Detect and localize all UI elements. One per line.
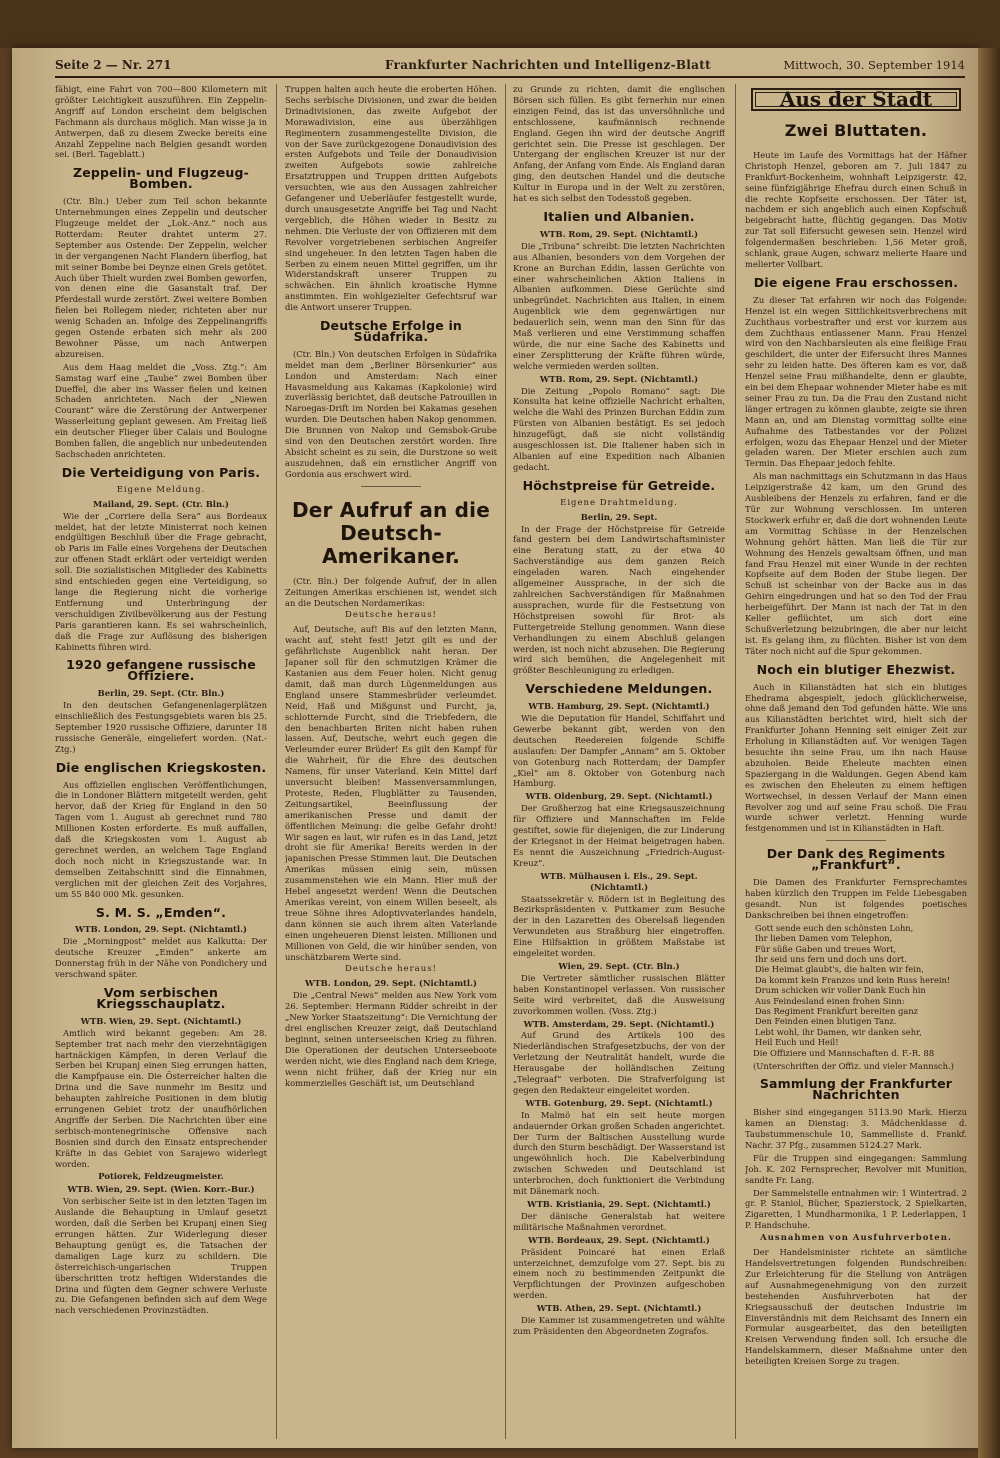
poem-line: Die Heimat glaubt's, die halten wir fein, <box>755 964 924 975</box>
article-text: Die „Morningpost“ meldet aus Kalkutta: Der deutsche Kreuzer „Emden“ ankerte am Donnerstag früh in der Nähe von Pondichery und verschwand später. <box>55 936 267 980</box>
poem-line: Aus Feindesland einen frohen Sinn: <box>755 995 905 1006</box>
article-text: Zu dieser Tat erfahren wir noch das Folgende: Henzel ist ein wegen Sittlichkeitsverbrechens mit Zuchthaus vorbestrafter und erst vor kurzem aus dem Zuchthaus entlassener Mann. Frau Henzel wird von den Nachbarsleuten als eine fleißige Frau geschildert, die unter der Eifersucht ihres Mannes sehr zu leiden hatte. Des öfteren kam es vor, daß Henzel seine Frau mißhandelte, denn er glaubte, ein bei dem Ehepaar wohnender Mieter habe es mit seiner Frau zu tun. Da die Frau den Zustand nicht länger ertragen zu können glaubte, zeigte sie ihren Mann an, und am Dienstag vormittag sollte eine Aufnahme des Tatbestandes vor der Polizei erfolgen, wozu das Ehepaar Henzel und der Mieter geladen waren. Der Mieter erschien auch zum Termin. Das Ehepaar jedoch fehlte. <box>745 294 967 469</box>
article-text: Auf, Deutsche, auf! Bis auf den letzten Mann, wacht auf, steht fest! Jetzt gilt es und der gefährlichste Augenblick naht heran. Der Japaner soll für den schmutzigen Krämer die Kastanien aus dem Feuer holen. Nicht genug damit, daß man durch Lügenmeldungen aus England unsere Stammesbrüder verleumdet. Neid, Haß und Mißgunst und Furcht, ja, schlotternde Furcht, sind die Triebfedern, die den benachbarten Briten nicht haben ruhen lassen. Auf, Deutsche, wehrt euch gegen die Verleumder eurer Brüder! Es gilt den Kampf für die Wahrheit, für die Ehre des deutschen Namens, für unser Vaterland. Kein Mittel darf unversucht bleiben! Massenversammlungen, Proteste, Reden, Flugblätter zu Tausenden, Zeitungsartikel, Beeinflussung der amerikanischen Presse und damit der öffentlichen Meinung: die gelbe Gefahr droht! Wir sagen es laut, wir rufen es in das Land, jetzt droht sie für Amerika! Bereits werden in der japanischen Presse Stimmen laut. Die Deutschen Amerikas müssen einig sein, müssen zusammenstehen wie ein Mann. Hier muß der Hebel angesetzt werden! Wenn die Deutschen Amerikas vereint, von einem Willen beseelt, als treue Söhne ihres Adoptivvaterlandes handeln, dann können sie auch ihrem alten Vaterlande einen ungeheueren Dienst leisten. Millionen und Millionen von Geld, die wir hinüber senden, von unschätzbarem Werte sind. <box>285 624 497 962</box>
dateline: WTB. London, 29. Sept. (Nichtamtl.) <box>305 978 477 989</box>
poem-line: Drum schicken wir voller Dank Euch hin <box>755 985 926 996</box>
article-text: (Unterschriften der Offiz. und vieler Mannsch.) <box>753 1060 954 1071</box>
article-headline: Der Aufruf an die Deutsch-Amerikaner. <box>291 497 490 568</box>
poem-line: Das Regiment Frankfurt bereiten ganz <box>755 1005 919 1016</box>
article-text: (Ctr. Bln.) Ueber zum Teil schon bekannte Unternehmungen eines Zeppelin und deutscher Flugzeuge meldet der „Lok.-Anz.“ noch aus Rotterdam: Reuter drahtet unterm 27. September aus Ostende: Der Zeppelin, welcher in der vergangenen Nacht Flandern überflog, hat mit seiner Bombe bei Deynze einen Greis getötet. Auch über Thielt wurden zwei Bomben geworfen, von denen eine die Gasanstalt traf. Der Pferdestall wurde zerstört. Zwei weitere Bomben fielen bei Rollegem nieder, richteten aber nur wenig Schaden an. Infolge des Zeppelinangriffs gegen Ostende erbaten sich mehr als 200 Bewohner Pässe, um nach Antwerpen abzureisen. <box>55 196 267 359</box>
article-text: Präsident Poincaré hat einen Erlaß unterzeichnet, demzufolge vom 27. Sept. bis zu einem noch zu bestimmenden Zeitpunkt die Verpflichtungen der Provinzen aufgeschoben werden. <box>513 1246 725 1301</box>
poem-line: Ihr seid uns fern und doch uns dort. <box>755 953 907 964</box>
article-headline: Höchstpreise für Getreide. <box>522 477 716 493</box>
article-text: (Ctr. Bln.) Von deutschen Erfolgen in Südafrika meldet man dem „Berliner Börsenkurier“ aus London und Amsterdam: Nach einer Havasmeldung aus Kakamas (Kapkolonie) wird zuverlässig berichtet, daß deutsche Patrouillen in Naroegas-Drift im Norden bei Kakamas gesehen wurden. Die Deutschen haben Nakop genommen. Die Brunnen von Nakop und Gemsbok-Grube sind von den Deutschen zerstört worden. Ihre Absicht scheint es zu sein, die Durstzone so weit auszudehnen, daß ein ernstlicher Angriff von Gordonia aus erschwert wird. <box>285 348 497 479</box>
article-text: Die „Tribuna“ schreibt: Die letzten Nachrichten aus Albanien, besonders von dem Vorgehen der Krone an Burchan Eddin, lassen Gerüchte von einer wahrscheinlichen Aktion Italiens in Albanien aufkommen. Diese Gerüchte sind unbegründet. Nachrichten aus Italien, in einem Augenblick wie dem gegenwärtigen nur bedauerlich sein, wenn man den Sinn für das Maß verlieren und eine Verstimmung schaffen würde, die nur eine Sache des Kabinetts und einer Zersplitterung der Kräfte führen würde, welche vermieden werden sollten. <box>513 240 725 371</box>
signature: Potiorek, Feldzeugmeister. <box>98 1171 224 1182</box>
article-text: zu Grunde zu richten, damit die englischen Börsen sich füllen. Es gibt fernerhin nur einen einzigen Feind, das ist das unversöhnliche und entschlossene, kaufmännisch rechnende England. Gegen ihn wird der deutsche Angriff gerichtet sein. Die Presse ist geschlagen. Der Untergang der englischen Kreuzer ist nur der Anfang, der Anfang vom Ende. Als England daran ging, den deutschen Handel und die deutsche Kultur in Europa und in der Welt zu zerstören, hat es sich selbst den Todesstoß gegeben. <box>513 84 725 204</box>
article-headline: Ausnahmen von Ausfuhrverboten. <box>760 1233 952 1244</box>
article-subline: Eigene Drahtmeldung. <box>560 497 678 508</box>
article-text: Amtlich wird bekannt gegeben: Am 28. September trat nach mehr den vierzehntägigen hartnäckigen Kämpfen, in deren Verlauf die Serben bei Krupanj einen Sieg errungen hatten, die Kampfpause ein. Die Österreicher halten die Drina und die Save nunmehr im Besitz und behaupten zahlreiche Positionen in dem blutig errungenen Gebiet trotz der unaufhörlichen Angriffe der Serben. Die Nachrichten über eine serbisch-montenegrinische Offensive nach Bosnien sind durch den Einsatz entsprechender Kräfte in das Gebiet von Sarajewo widerlegt worden. <box>55 1027 267 1169</box>
page-number: Seite 2 — Nr. 271 <box>55 58 172 72</box>
article-headline: Der Dank des Regiments „Frankfurt“. <box>766 846 946 873</box>
dateline: WTB. Rom, 29. Sept. (Nichtamtl.) <box>539 228 699 239</box>
column-2 <box>285 84 497 1444</box>
article-headline: Italien und Albanien. <box>543 208 695 224</box>
article-text: Die Damen des Frankfurter Fernsprechamtes haben kürzlich den Truppen im Felde Liebesgaben gesandt. Nun ist folgendes poetisches Dankschreiben bei ihnen eingetroffen: <box>745 877 967 920</box>
dateline: Wien, 29. Sept. (Ctr. Bln.) <box>558 960 680 971</box>
article-text: Die Zeitung „Popolo Romano“ sagt: Die Konsulta hat keine offizielle Nachricht erhalten, welche die Wahl des Prinzen Burchan Eddin zum Fürsten von Albanien bestätigt. Es sei jedoch hinzugefügt, daß sie nicht vollständig ausgeschlossen ist. Die Italiener haben sich in Albanien auf eine Expedition nach Albanien gedacht. <box>513 385 725 472</box>
column-rule <box>276 84 277 1439</box>
article-text: Aus dem Haag meldet die „Voss. Ztg.“: Am Samstag warf eine „Taube“ zwei Bomben über Dueffel, die aber ins Wasser fielen und keinen Schaden anrichteten. Nach der „Niewen Courant“ wäre die Zerstörung der Antwerpener Wasserleitung geplant gewesen. Am Freitag ließ ein deutscher Flieger über Calais und Boulogne Bomben fallen, die angeblich nur unbedeutenden Sachschaden anrichteten. <box>55 361 267 459</box>
poem-line: Den Feinden einen blutigen Tanz. <box>755 1016 897 1027</box>
divider <box>361 486 421 487</box>
masthead <box>55 56 965 78</box>
article-text: In der Frage der Höchstpreise für Getreide fand gestern bei dem Landwirtschaftsminister eine Beratung statt, zu der etwa 40 Sachverständige aus dem ganzen Reich eingeladen waren. Nach eingehender allgemeiner Aussprache, in der sich die zahlreichen Sachverständigen für Maßnahmen aussprachen, wurde für die Festsetzung von Höchstpreisen sowohl für Brot- als Futtergetreide Stellung genommen. Wann diese Verhandlungen zu einem Abschluß gelangen werden, ist noch nicht abzusehen. Die Regierung wird sich bemühen, die Angelegenheit mit größter Beschleunigung zu erledigen. <box>513 523 725 676</box>
column-1 <box>55 84 267 1444</box>
article-subline: Deutsche heraus! <box>345 610 437 621</box>
divider <box>826 840 886 841</box>
article-text: fähigt, eine Fahrt von 700—800 Kilometern mit größter Leichtigkeit auszuführen. Ein Zeppelin-Angriff auf London erscheint dem belgischen Fachmann als durchaus möglich. Man wisse ja in Antwerpen, daß zu diesem Zwecke bereits eine Anzahl Zeppeline nach Belgien gesandt worden sei. (Berl. Tageblatt.) <box>55 84 267 160</box>
newspaper-title: Frankfurter Nachrichten und Intelligenz-Blatt <box>385 58 711 72</box>
poem-line: Ihr lieben Damen vom Telephon, <box>755 933 893 944</box>
article-headline: Deutsche Erfolge in Südafrika. <box>319 318 463 344</box>
article-text: (Ctr. Bln.) Der folgende Aufruf, der in allen Zeitungen Amerikas erschienen ist, wendet sich an die Deutschen Nordamerikas: <box>285 575 497 608</box>
article-headline: Zeppelin- und Flugzeug-Bomben. <box>72 165 250 192</box>
article-text: Die Vertreter sämtlicher russischen Blätter haben Konstantinopel verlassen. Von russischer Seite wird verbreitet, daß die Ausweisung zuvorkommen wollen. (Voss. Ztg.) <box>513 972 725 1016</box>
poem-line: Für süße Gaben und treues Wort, <box>755 943 897 954</box>
article-headline: Sammlung der Frankfurter Nachrichten <box>759 1076 953 1103</box>
article-headline: Verschiedene Meldungen. <box>525 681 713 697</box>
poem-line: Heil Euch und Heil! <box>755 1037 839 1048</box>
column-rule <box>735 84 736 1439</box>
section-banner: Aus der Stadt <box>751 88 961 111</box>
article-text: Wie die Deputation für Handel, Schiffahrt und Gewerbe bekannt gibt, werden von den deutschen Reedereien folgende Schiffe auslaufen: Der Dampfer „Annam“ am 5. Oktober von Gotenburg nach Rotterdam; der Dampfer „Kiel“ am 8. Oktober von Gotenburg nach Hamburg. <box>513 713 725 789</box>
issue-date: Mittwoch, 30. September 1914 <box>783 58 965 72</box>
article-text: Aus offiziellen englischen Veröffentlichungen, die in Londoner Blättern mitgeteilt werden, geht hervor, daß der Krieg für England in den 50 Tagen vom 1. August ab gerechnet rund 780 Millionen Kosten erforderte. Es muß auffallen, daß die Kriegskosten vom 1. August ab gerechnet werden, an welchem Tage England doch noch nicht in Kriegszustande war. In demselben Zeitabschnitt sind die Einnahmen, verglichen mit der gleichen Zeit des Vorjahres, um 55 840 000 Mk. gesunken. <box>55 779 267 899</box>
article-headline: Noch ein blutiger Ehezwist. <box>756 661 956 677</box>
article-text: Auch in Kilianstädten hat sich ein blutiges Ehedrama abgespielt, jedoch glücklicherweise, ohne daß jemand den Tod gefunden hätte. Wie uns aus Kilianstädten berichtet wird, hielt sich der Frankfurter Johann Henning seit einiger Zeit zur Erholung in Kilianstädten auf. Vor wenigen Tagen besuchte ihn seine Frau, um ihn nach Hause abzuholen. Beide Eheleute machten einen Spaziergang in die Waldungen. Gegen Abend kam es zwischen den Eheleuten zu einem heftigen Wortwechsel, in dessen Verlauf der Mann einen Revolver zog und auf seine Frau schoß. Die Frau wurde schwer verletzt. Henning wurde festgenommen und ist in Kilianstädten in Haft. <box>745 681 967 834</box>
dateline: WTB. Wien, 29. Sept. (Nichtamtl.) <box>80 1015 242 1026</box>
article-headline: Zwei Bluttaten. <box>784 120 928 140</box>
article-headline: Die eigene Frau erschossen. <box>753 274 959 290</box>
dateline: Berlin, 29. Sept. <box>580 511 658 522</box>
article-subline: Eigene Meldung. <box>116 484 206 495</box>
article-subline: Deutsche heraus! <box>345 964 437 975</box>
dateline: WTB. Rom, 29. Sept. (Nichtamtl.) <box>539 373 699 384</box>
article-headline: Die englischen Kriegskosten. <box>55 759 267 775</box>
dateline: WTB. Bordeaux, 29. Sept. (Nichtamtl.) <box>528 1234 710 1245</box>
article-text: Als man nachmittags ein Schutzmann in das Haus Leipzigerstraße 42 kam, um den Grund des Ausbleibens der Henzels zu erfahren, fand er die Tür zur Wohnung verschlossen. Im unteren Stockwerk erfuhr er, daß die dort wohnenden Leute am Vormittag Schüsse in der Henzelschen Wohnung gehört hätten. Man ließ die Tür zur Wohnung des Henzels gewaltsam öffnen, und man fand Frau Henzel mit einer Wunde in der rechten Kopfseite auf dem Boden der Stube liegen. Der Schuß ist scheinbar von der Backe aus in das Gehirn eingedrungen und hat so den Tod der Frau herbeigeführt. Der Mann ist nach der Tat in den Keller geflüchtet, um sich dort eine Schußverletzung beizubringen, die aber nur leicht ist. Es gelang ihm, zu flüchten. Bisher ist von dem Täter noch nicht auf die Spur gekommen. <box>745 471 967 656</box>
dateline: WTB. Kristiania, 29. Sept. (Nichtamtl.) <box>527 1199 711 1209</box>
dateline: WTB. Amsterdam, 29. Sept. (Nichtamtl.) <box>523 1018 715 1029</box>
article-text: Die Offiziere und Mannschaften d. F.-R. 88 <box>753 1047 935 1058</box>
article-text: In Malmö hat ein seit heute morgen andauernder Orkan großen Schaden angerichtet. Der Turm der Baltischen Ausstellung wurde durch den Sturm beschädigt. Der Wasserstand ist ungewöhnlich hoch. Die Kabelverbindung zwischen Schweden und Deutschland ist unterbrochen, doch funktioniert die Verbindung mit Dänemark noch. <box>513 1109 725 1197</box>
dateline: WTB. Gotenburg, 29. Sept. (Nichtamtl.) <box>525 1097 713 1108</box>
article-headline: S. M. S. „Emden“. <box>95 904 227 920</box>
dateline: WTB. Athen, 29. Sept. (Nichtamtl.) <box>536 1303 702 1314</box>
article-text: Staatssekretär v. Rödern ist in Begleitung des Bezirkspräsidenten v. Puttkamer zum Besuche der in den Lazaretten des Oberelsaß liegenden Verwundeten aus Straßburg hier eingetroffen. Eine Hilfsaktion in größtem Maßstabe ist eingeleitet worden. <box>513 893 725 959</box>
article-headline: 1920 gefangene russische Offiziere. <box>66 657 256 684</box>
article-text: Der dänische Generalstab hat weitere militärische Maßnahmen verordnet. <box>513 1210 725 1232</box>
column-rule <box>505 84 506 1439</box>
article-text: Der Sammelstelle entnahmen wir: 1 Wintertrad. 2 gr. P. Staniol, Bücher, Spazierstock, 2 Spielkarten, Zigaretten, 1 Mundharmonika, 1 P. Lederlappen, 1 P. Handschuhe. <box>745 1187 967 1231</box>
article-text: Die Kammer ist zusammengetreten und wählte zum Präsidenten den Abgeordneten Zografos. <box>513 1315 725 1336</box>
article-headline: Vom serbischen Kriegsschauplatz. <box>96 984 226 1011</box>
column-3 <box>513 84 725 1444</box>
poem <box>745 923 967 1048</box>
article-text: Von serbischer Seite ist in den letzten Tagen im Auslande die Behauptung in Umlauf gesetzt worden, daß die Serben bei Krupanj einen Sieg errungen hätten. Zur Widerlegung dieser Behauptung genügt es, die Tatsachen der damaligen Lage kurz zu schildern. Die österreichisch-ungarischen Truppen überschritten trotz heftigen Widerstandes die Drina und fügten dem Gegner schwere Verluste zu. Die Gefangenen befinden sich auf dem Wege nach verschiedenen Provinzstädten. <box>55 1196 267 1316</box>
dateline: WTB. Hamburg, 29. Sept. (Nichtamtl.) <box>528 701 710 712</box>
article-text: Bisher sind eingegangen 5113.90 Mark. Hierzu kamen an Dienstag: 3. Mädchenklasse d. Taubstummenschule 10, Sammelliste d. Frankf. Nachr. 37 Pfg., zusammen 5124.27 Mark. <box>745 1107 967 1150</box>
dateline: Mailand, 29. Sept. (Ctr. Bln.) <box>93 498 229 509</box>
dateline: WTB. Oldenburg, 29. Sept. (Nichtamtl.) <box>525 791 713 802</box>
article-text: Truppen halten auch heute die eroberten Höhen. Sechs serbische Divisionen, und zwar die beiden Drinadivisionen, das zweite Aufgebot der Morawadivision, eine aus überzähligen Regimentern zusammengestellte Division, die von der Save zurückgezogene Donaudivision des ersten Aufgebots und Teile der Donaudivision zweiten Aufgebots sowie zahlreiche Ersatztruppen und Truppen dritten Aufgebots versuchten, wie aus den Aussagen zahlreicher Gefangener und Ueberläufer festgestellt wurde, durch unausgesetzte Angriffe bei Tag und Nacht vergeblich, die Höhen wieder in Besitz zu nehmen. Die Verluste der von Offizieren mit dem Revolver vorgetriebenen serbischen Angreifer sind ungeheuer. In den letzten Tagen haben die Serben zu einem neuen Mittel gegriffen, um ihr Widerstandskraft unserer Truppen zu schwächen. Ein ähnlich kroatische Hymne anstimmten. Ein wohlgezielter Gefechtsruf war die Antwort unserer Truppen. <box>285 84 497 313</box>
scan-background-top <box>0 0 1000 48</box>
dateline: Berlin, 29. Sept. (Ctr. Bln.) <box>97 688 225 699</box>
dateline: WTB. London, 29. Sept. (Nichtamtl.) <box>75 924 247 935</box>
article-headline: Die Verteidigung von Paris. <box>61 464 261 480</box>
article-text: Wie der „Corriere della Sera“ aus Bordeaux meldet, hat der letzte Ministerrat noch keinen endgültigen Beschluß über die Frage gebracht, ob Paris im Falle eines Vorgehens der Deutschen zur offenen Stadt erklärt oder verteidigt werden soll. Die sozialistischen Mitglieder des Kabinetts sind entschieden gegen eine Verteidigung, so lange die Regierung nicht die vorherige Entfernung und Unterbringung der verschuldigen Zivilbevölkerung aus der Festung Paris garantieren kann. Es sei wahrscheinlich, daß die Frage zur Auflösung des bisherigen Kabinetts führen wird. <box>55 510 267 652</box>
article-text: Der Handelsminister richtete an sämtliche Handelsvertretungen folgenden Rundschreiben: Zur Erleichterung für die Stellung von Anträgen auf Ausnahmegenehmigung von den zurzeit bestehenden Ausfuhrverboten hat der Kriegsausschuß der deutschen Industrie im Einverständnis mit dem Reichsamt des Innern ein Formular ausgearbeitet, das den beteiligten Kreisen Verwendung finden soll. Ich ersuche die Handelskammern, dieser Maßnahme unter den beteiligten Kreisen Sorge zu tragen. <box>745 1247 967 1367</box>
poem-line: Lebt wohl, ihr Damen, wir danken sehr, <box>755 1026 922 1037</box>
page-edge <box>978 48 1000 1458</box>
dateline: WTB. Wien, 29. Sept. (Wien. Korr.-Bur.) <box>67 1184 255 1195</box>
poem-line: Da kommt kein Franzos und kein Russ herein! <box>755 974 951 985</box>
article-text: Heute im Laufe des Vormittags hat der Häfner Christoph Henzel, geboren am 7. Juli 1847 zu Frankfurt-Bockenheim, wohnhaft Leipzigerstr. 42, seine fünfzigjährige Ehefrau durch einen Schuß in die rechte Kopfseite erschossen. Der Täter ist, nachdem er sich angeblich auch einen Kopfschuß beigebracht hatte, flüchtig gegangen. Das Motiv zur Tat soll Eifersucht gewesen sein. Henzel wird folgendermaßen beschrieben: 1,56 Meter groß, schlank, graue Augen, schwarz melierte Haare und melierter Vollbart. <box>745 149 967 269</box>
article-text: Die „Central News“ melden aus New York vom 26. September: Hermann Ridder schreibt in der „New Yorker Staatszeitung“: Die Vernichtung der drei englischen Kreuzer zeigt, daß Deutschland beginnt, seinen unterseeischen Krieg zu führen. Die Operationen der deutschen Unterseeboote werden nicht, wie dies England nach dem Kriege, wenn nicht früher, daß der Krieg nur ein kommerzielles Geschäft ist, um Deutschland <box>285 990 497 1088</box>
dateline: WTB. Mülhausen i. Els., 29. Sept. (Nichtamtl.) <box>540 870 698 892</box>
article-text: Auf Grund des Artikels 100 des Niederländischen Strafgesetzbuchs, der von der Verletzung der Neutralität handelt, wurde die Herausgabe der holländischen Zeitung „Telegraaf“ verboten. Die Strafverfolgung ist gegen den Redakteur eingeleitet worden. <box>513 1030 725 1095</box>
poem-line: Gott sende euch den schönsten Lohn, <box>755 922 914 933</box>
column-4 <box>745 84 967 1444</box>
article-text: In den deutschen Gefangenenlagerplätzen einschließlich des Festungsgebiets waren bis 25. September 1920 russische Offiziere, darunter 18 russische Generäle, eingeliefert worden. (Nat.-Ztg.) <box>55 700 267 754</box>
article-text: Der Großherzog hat eine Kriegsauszeichnung für Offiziere und Mannschaften im Felde gestiftet, sowie für diejenigen, die zur Linderung der Kriegsnot in der Heimat beigetragen haben. Es nennt die Auszeichnung „Friedrich-August-Kreuz“. <box>513 803 725 868</box>
article-text: Für die Truppen sind eingegangen: Sammlung Joh. K. 202 Fernsprecher, Revolver mit Munition, sandte Fr. Lang. <box>745 1152 967 1185</box>
